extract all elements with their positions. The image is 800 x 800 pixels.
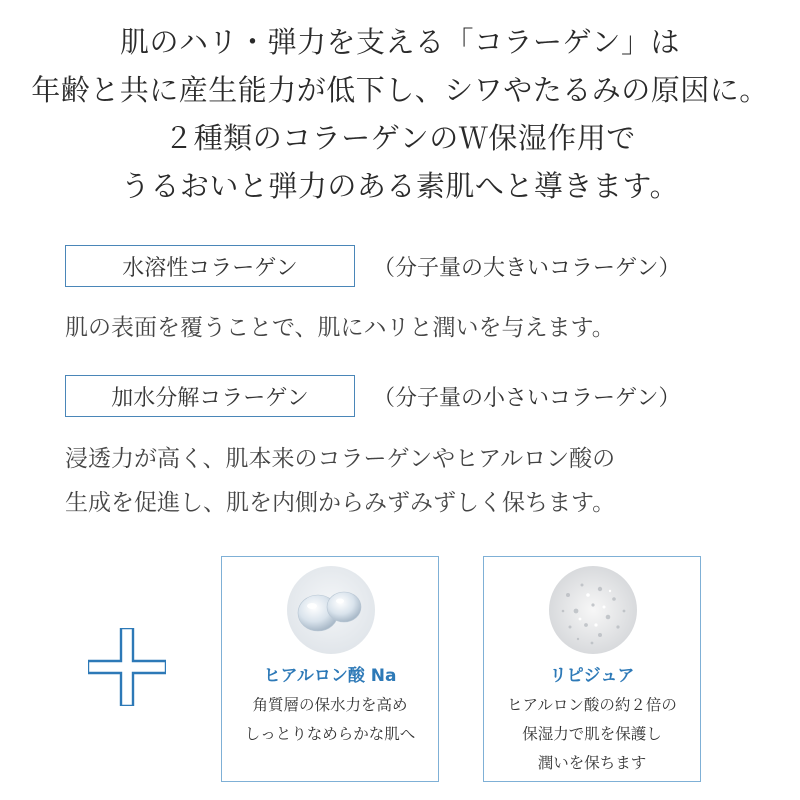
headline (0, 18, 800, 210)
collagen-type-label: 加水分解コラーゲン (65, 375, 355, 417)
headline-line: ２種類のコラーゲンのＷ保湿作用で (164, 121, 636, 155)
description-line: 生成を促進し、肌を内側からみずみずしく保ちます。 (65, 490, 616, 516)
collagen-type-hydrolyzed (65, 375, 745, 419)
collagen-type-note: （分子量の大きいコラーゲン） (373, 255, 681, 281)
plus-cross-icon (88, 628, 166, 706)
ingredient-line: ヒアルロン酸の約２倍の (507, 696, 677, 714)
ingredient-line: 保湿力で肌を保護し (522, 725, 662, 743)
ingredient-card-lipidure (483, 556, 701, 782)
collagen-type-note: （分子量の小さいコラーゲン） (373, 385, 681, 411)
headline-line: 肌のハリ・弾力を支える「コラーゲン」は (120, 25, 680, 59)
water-droplets-image (286, 565, 376, 655)
ingredient-description (484, 691, 700, 778)
ingredient-name: ヒアルロン酸 Na (263, 666, 397, 686)
ingredient-name: リピジュア (549, 666, 635, 686)
collagen-type-label: 水溶性コラーゲン (65, 245, 355, 287)
ingredient-line: 潤いを保ちます (537, 754, 647, 772)
headline-line: うるおいと弾力のある素肌へと導きます。 (120, 169, 680, 203)
ingredient-card-hyaluronic (221, 556, 439, 782)
ingredient-description (222, 691, 438, 749)
sparkling-foam-image (548, 565, 638, 655)
ingredient-line: しっとりなめらかな肌へ (244, 725, 416, 743)
collagen-type-description (65, 437, 765, 525)
collagen-type-water-soluble (65, 245, 745, 289)
headline-line: 年齢と共に産生能力が低下し、シワやたるみの原因に。 (31, 73, 769, 107)
collagen-type-description (65, 306, 765, 350)
description-line: 浸透力が高く、肌本来のコラーゲンやヒアルロン酸の (65, 446, 616, 472)
ingredient-line: 角質層の保水力を高め (252, 696, 408, 714)
description-line: 肌の表面を覆うことで、肌にハリと潤いを与えます。 (65, 315, 615, 341)
